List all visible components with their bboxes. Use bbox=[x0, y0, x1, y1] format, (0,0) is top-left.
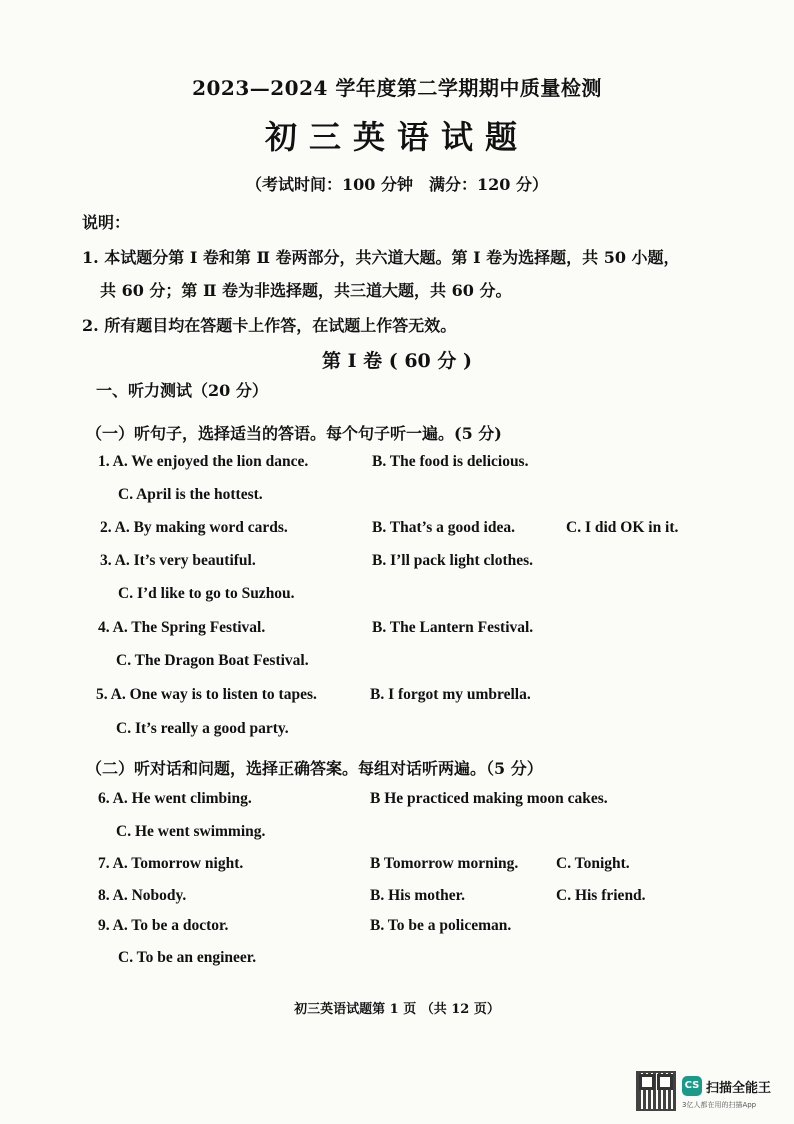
q8-option-a: 8. A. Nobody. bbox=[98, 887, 187, 904]
q9-option-c: C. To be an engineer. bbox=[118, 949, 257, 966]
q1-option-c: C. April is the hottest. bbox=[118, 486, 263, 503]
q5-option-b: B. I forgot my umbrella. bbox=[370, 686, 531, 703]
page-footer: 初三英语试题第 1 页 （共 12 页） bbox=[294, 1002, 500, 1017]
q3-option-b: B. I’ll pack light clothes. bbox=[372, 552, 534, 569]
q5-option-a: 5. A. One way is to listen to tapes. bbox=[96, 686, 317, 703]
qr-code-icon bbox=[636, 1071, 676, 1111]
camscanner-subtitle: 3亿人都在用的扫描App bbox=[682, 1101, 757, 1109]
q4-option-b: B. The Lantern Festival. bbox=[372, 619, 534, 636]
q8-option-c: C. His friend. bbox=[556, 887, 646, 904]
q1-option-a: 1. A. We enjoyed the lion dance. bbox=[98, 453, 309, 470]
note-item-1-line-2: 共 60 分；第 Ⅱ 卷为非选择题，共三道大题，共 60 分。 bbox=[100, 281, 512, 300]
q7-option-a: 7. A. Tomorrow night. bbox=[98, 855, 244, 872]
q2-option-c: C. I did OK in it. bbox=[566, 519, 679, 536]
q8-option-b: B. His mother. bbox=[370, 887, 466, 904]
q7-option-b: B Tomorrow morning. bbox=[370, 855, 519, 872]
q9-option-b: B. To be a policeman. bbox=[370, 917, 512, 934]
camscanner-name: 扫描全能王 bbox=[706, 1081, 772, 1096]
q1-option-b: B. The food is delicious. bbox=[372, 453, 529, 470]
subsection-2-title: （二）听对话和问题，选择正确答案。每组对话听两遍。（5 分） bbox=[86, 759, 543, 778]
note-item-2: 2. 所有题目均在答题卡上作答，在试题上作答无效。 bbox=[82, 316, 457, 335]
q3-option-c: C. I’d like to go to Suzhou. bbox=[118, 585, 295, 602]
q3-option-a: 3. A. It’s very beautiful. bbox=[100, 552, 256, 569]
camscanner-logo: CS bbox=[682, 1076, 702, 1096]
note-item-1-line-1: 1. 本试题分第 Ⅰ 卷和第 Ⅱ 卷两部分，共六道大题。第 Ⅰ 卷为选择题，共 50 小题， bbox=[82, 248, 680, 267]
q7-option-c: C. Tonight. bbox=[556, 855, 630, 872]
exam-subject-title: 初三英语试题 bbox=[264, 118, 529, 156]
q2-option-b: B. That’s a good idea. bbox=[372, 519, 515, 536]
q6-option-c: C. He went swimming. bbox=[116, 823, 266, 840]
q4-option-a: 4. A. The Spring Festival. bbox=[98, 619, 266, 636]
exam-year-title: 2023—2024 学年度第二学期期中质量检测 bbox=[192, 76, 602, 100]
q6-option-b: B He practiced making moon cakes. bbox=[370, 790, 608, 807]
q2-option-a: 2. A. By making word cards. bbox=[100, 519, 288, 536]
notes-heading: 说明： bbox=[82, 213, 131, 232]
q9-option-a: 9. A. To be a doctor. bbox=[98, 917, 229, 934]
part-1-title: 第 I 卷 ( 60 分 ) bbox=[322, 350, 472, 372]
q6-option-a: 6. A. He went climbing. bbox=[98, 790, 252, 807]
q4-option-c: C. The Dragon Boat Festival. bbox=[116, 652, 309, 669]
section-listening-title: 一、听力测试（20 分） bbox=[96, 381, 268, 400]
q5-option-c: C. It’s really a good party. bbox=[116, 720, 289, 737]
subsection-1-title: （一）听句子，选择适当的答语。每个句子听一遍。(5 分) bbox=[86, 424, 502, 443]
exam-info: （考试时间：100 分钟 满分：120 分） bbox=[246, 175, 548, 194]
